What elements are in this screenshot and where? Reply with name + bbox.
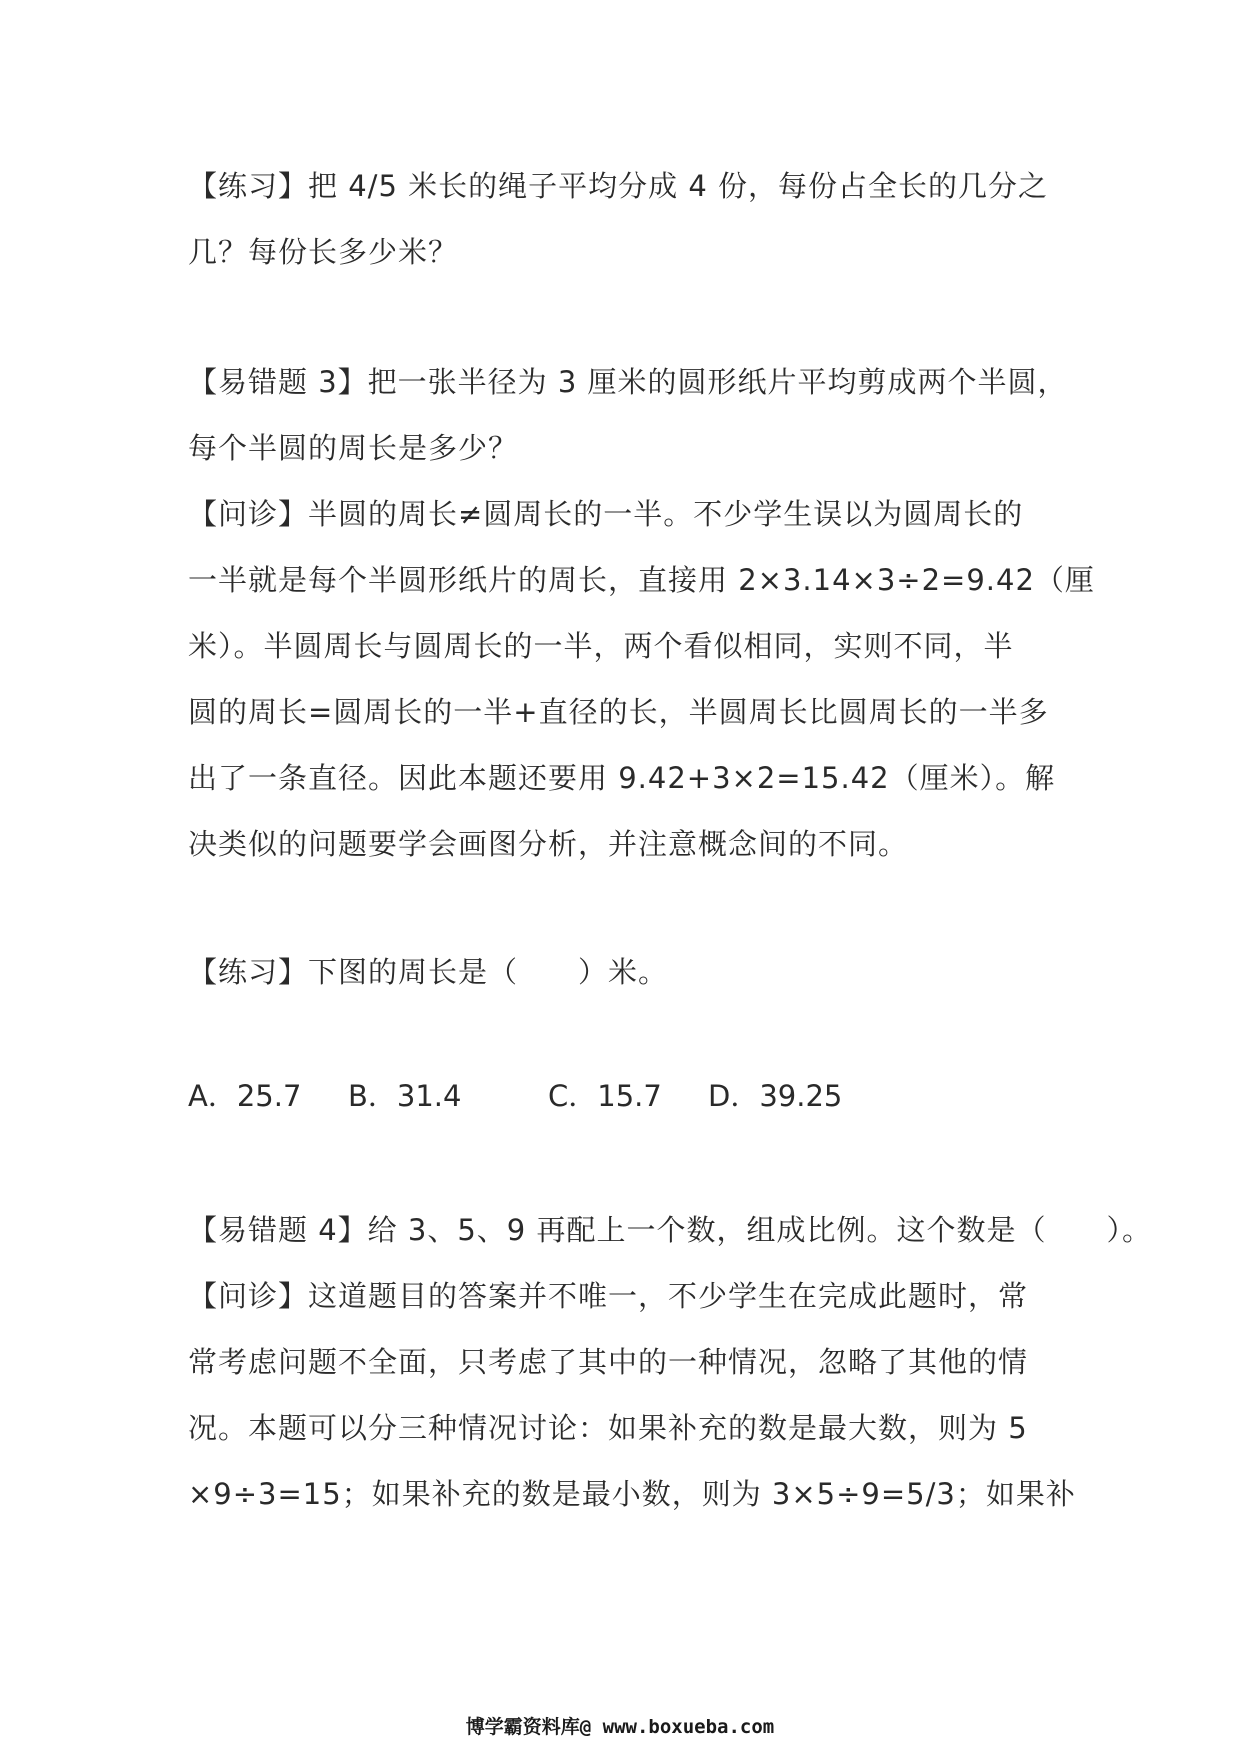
option-d: D．39.25 [708, 1079, 843, 1113]
exercise-1-line-1: 【练习】把 4/5 米长的绳子平均分成 4 份，每份占全长的几分之 [188, 169, 1048, 203]
option-c: C．15.7 [548, 1079, 662, 1113]
error-3-question-line-2: 每个半圆的周长是多少？ [188, 431, 519, 465]
exercise-1-line-2: 几？每份长多少米？ [188, 235, 459, 269]
exercise-2-question: 【练习】下图的周长是（ ）米。 [188, 955, 669, 989]
error-4-diagnosis-line: 常考虑问题不全面，只考虑了其中的一种情况，忽略了其他的情 [188, 1345, 1029, 1379]
error-3-diagnosis-line: 一半就是每个半圆形纸片的周长，直接用 2×3.14×3÷2=9.42（厘 [188, 563, 1095, 597]
footer-watermark: 博学霸资料库@ www.boxueba.com [465, 1716, 775, 1738]
error-3-diagnosis-line: 米）。半圆周长与圆周长的一半，两个看似相同，实则不同，半 [188, 629, 1014, 663]
error-3-diagnosis-line: 圆的周长=圆周长的一半+直径的长，半圆周长比圆周长的一半多 [188, 695, 1049, 729]
error-4-diagnosis-line: 况。本题可以分三种情况讨论：如果补充的数是最大数，则为 5 [188, 1411, 1028, 1445]
error-4-diagnosis-line: 【问诊】这道题目的答案并不唯一，不少学生在完成此题时，常 [188, 1279, 1029, 1313]
error-4-diagnosis-line: ×9÷3=15；如果补充的数是最小数，则为 3×5÷9=5/3；如果补 [188, 1477, 1076, 1511]
error-4-question: 【易错题 4】给 3、5、9 再配上一个数，组成比例。这个数是（ ）。 [188, 1213, 1152, 1247]
error-3-diagnosis-line: 【问诊】半圆的周长≠圆周长的一半。不少学生误以为圆周长的 [188, 497, 1024, 531]
error-3-diagnosis-line: 出了一条直径。因此本题还要用 9.42+3×2=15.42（厘米）。解 [188, 761, 1056, 795]
option-a: A．25.7 [188, 1079, 302, 1113]
error-3-diagnosis-line: 决类似的问题要学会画图分析，并注意概念间的不同。 [188, 827, 909, 861]
error-3-question-line-1: 【易错题 3】把一张半径为 3 厘米的圆形纸片平均剪成两个半圆， [188, 365, 1068, 399]
option-b: B．31.4 [348, 1079, 462, 1113]
